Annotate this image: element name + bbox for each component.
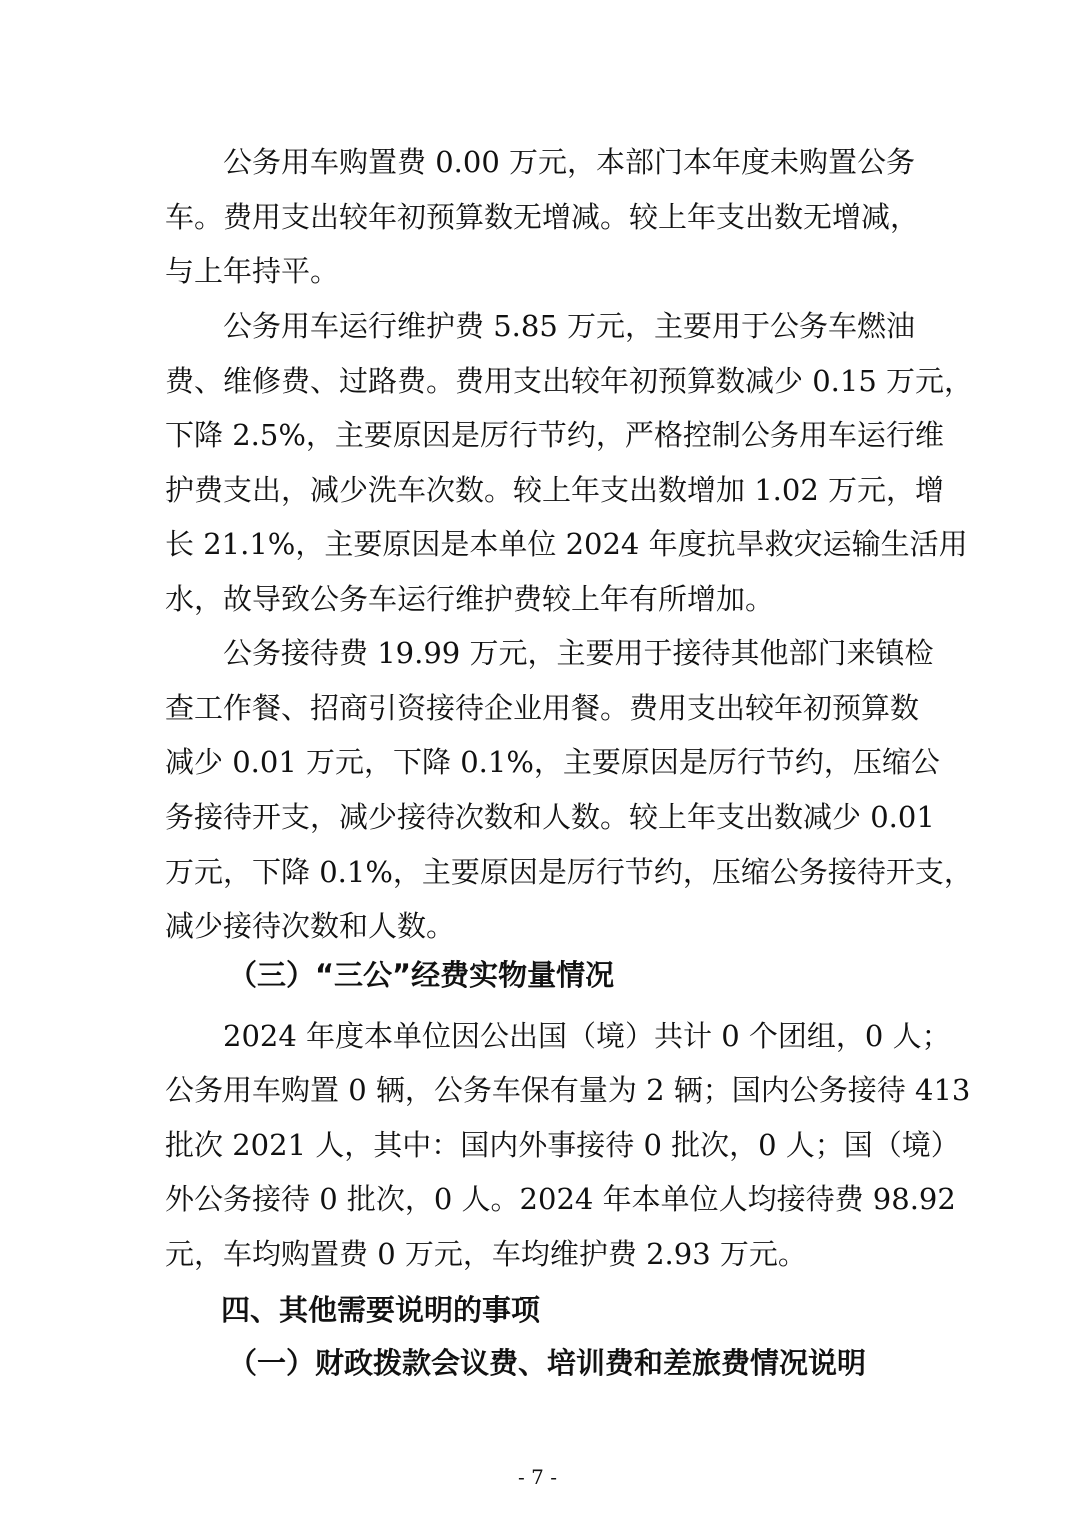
section-heading-three: （三）“三公”经费实物量情况 [228, 958, 615, 992]
paragraph-line: 护费支出，减少洗车次数。较上年支出数增加 1.02 万元，增 [165, 473, 945, 507]
paragraph-line: 公务用车运行维护费 5.85 万元，主要用于公务车燃油 [223, 309, 916, 343]
section-heading-four-one: （一）财政拨款会议费、培训费和差旅费情况说明 [228, 1346, 867, 1380]
paragraph-line: 长 21.1%，主要原因是本单位 2024 年度抗旱救灾运输生活用 [165, 527, 968, 561]
paragraph-line: 减少 0.01 万元，下降 0.1%，主要原因是厉行节约，压缩公 [165, 745, 940, 779]
paragraph-line: 查工作餐、招商引资接待企业用餐。费用支出较年初预算数 [165, 691, 920, 725]
paragraph-line: 公务接待费 19.99 万元，主要用于接待其他部门来镇检 [223, 636, 934, 670]
paragraph-line: 外公务接待 0 批次，0 人。2024 年本单位人均接待费 98.92 [165, 1182, 956, 1216]
paragraph-line: 水，故导致公务车运行维护费较上年有所增加。 [165, 582, 775, 616]
paragraph-line: 公务用车购置费 0.00 万元，本部门本年度未购置公务 [223, 145, 916, 179]
paragraph-line: 务接待开支，减少接待次数和人数。较上年支出数减少 0.01 [165, 800, 935, 834]
paragraph-line: 车。费用支出较年初预算数无增减。较上年支出数无增减， [165, 200, 920, 234]
paragraph-line: 与上年持平。 [165, 254, 340, 288]
paragraph-line: 公务用车购置 0 辆，公务车保有量为 2 辆；国内公务接待 413 [165, 1073, 971, 1107]
section-heading-four: 四、其他需要说明的事项 [221, 1293, 541, 1327]
paragraph-line: 下降 2.5%，主要原因是厉行节约，严格控制公务用车运行维 [165, 418, 944, 452]
paragraph-line: 批次 2021 人，其中：国内外事接待 0 批次，0 人；国（境） [165, 1128, 960, 1162]
paragraph-line: 2024 年度本单位因公出国（境）共计 0 个团组，0 人； [223, 1019, 951, 1053]
paragraph-line: 费、维修费、过路费。费用支出较年初预算数减少 0.15 万元， [165, 364, 974, 398]
paragraph-line: 减少接待次数和人数。 [165, 909, 456, 943]
paragraph-line: 元，车均购置费 0 万元，车均维护费 2.93 万元。 [165, 1237, 807, 1271]
paragraph-line: 万元，下降 0.1%，主要原因是厉行节约，压缩公务接待开支， [165, 855, 973, 889]
page-number: - 7 - [518, 1465, 557, 1489]
